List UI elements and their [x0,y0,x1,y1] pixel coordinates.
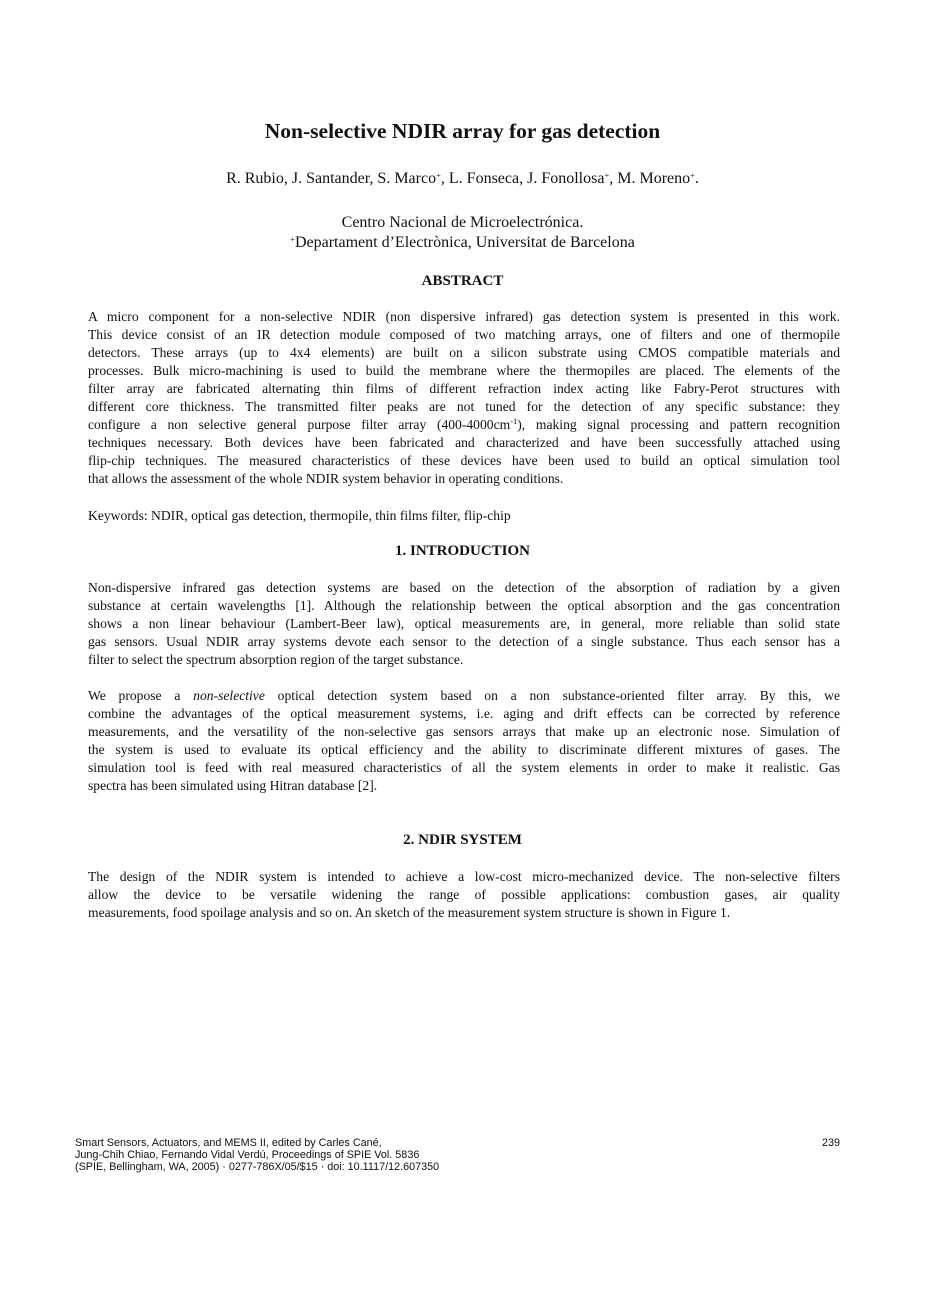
authors-part-4: . [694,170,699,187]
text-line: processes. Bulk micro-machining is used to build the membrane where the thermopiles are placed. The elements of the [88,363,840,378]
text-line: measurements, and the versatility of the non-selective gas sensors arrays that make up an electronic nose. Simulation of [88,724,840,739]
text-line: flip-chip techniques. The measured characteristics of these devices have been used to build an optical simulation tool [88,453,840,468]
paper-title: Non-selective NDIR array for gas detection [264,119,661,143]
text-line: spectra has been simulated using Hitran database [2]. [88,778,378,793]
section-heading-ndir-system: 2. NDIR SYSTEM [403,832,522,848]
authors-part-1: R. Rubio, J. Santander, S. Marco [226,170,437,187]
text-line: configure a non selective general purpose filter array $(400-4000cm^{-1})$, making signal processing and pattern recognition [88,416,840,432]
text-line: different core thickness. The transmitted filter peaks are not tuned for the detection of any specific substance: they [88,399,840,414]
affiliation-2: +Departament d’Electrònica, Universitat de Barcelona [290,234,635,251]
text-line: combine the advantages of the optical measurement systems, i.e. aging and drift effects can be corrected by reference [88,706,840,721]
text-line: shows a non linear behaviour (Lambert-Beer law), optical measurements are, in general, more reliable than solid state [88,616,840,631]
author-list [0,170,925,188]
section-heading-introduction: 1. INTRODUCTION [394,543,530,559]
abstract-heading: ABSTRACT [421,273,504,289]
affiliations [0,213,925,253]
page-number: 239 [822,1137,841,1149]
footer-line: Smart Sensors, Actuators, and MEMS II, edited by Carles Cané, [75,1137,382,1149]
publication-footer [75,1137,775,1173]
text-line: measurements, food spoilage analysis and so on. An sketch of the measurement system structure is shown in Figure 1. [88,905,731,920]
affiliation-1: Centro Nacional de Microelectrónica. [341,214,584,231]
keywords: Keywords: NDIR, optical gas detection, thermopile, thin films filter, flip-chip [88,508,511,523]
affil-mark: + [690,170,695,180]
superscript: -1 [510,416,518,426]
text-line: substance at certain wavelengths [1]. Although the relationship between the optical absorption and the gas concentration [88,598,840,613]
text-line: detectors. These arrays (up to 4x4 elements) are built on a silicon substrate using CMOS compatible materials and [88,345,840,360]
footer-line: Jung-Chih Chiao, Fernando Vidal Verdú, Proceedings of SPIE Vol. 5836 [75,1149,420,1161]
text-line: The design of the NDIR system is intended to achieve a low-cost micro-mechanized device. The non-selective filters [88,869,840,884]
text-line: techniques necessary. Both devices have been fabricated and characterized and have been successfully attached using [88,435,840,450]
text-line: This device consist of an IR detection module composed of two matching arrays, one of filters and one of thermopile [88,327,840,342]
footer-line: (SPIE, Bellingham, WA, 2005) · 0277-786X/05/$15 · doi: 10.1117/12.607350 [75,1161,440,1173]
intro-paragraph-1 [88,579,840,669]
text-line: filter array are fabricated alternating thin films of different refraction index acting like Fabry-Perot structures with [88,381,840,396]
text-line: filter to select the spectrum absorption region of the target substance. [88,652,464,667]
affil-mark: + [290,234,295,244]
ndir-paragraph-1 [88,868,840,922]
authors-part-2: , L. Fonseca, J. Fonollosa [440,170,605,187]
authors-part-3: , M. Moreno [609,170,691,187]
text-line: allow the device to be versatile widening the range of possible applications: combustion gases, air quality [88,887,840,902]
intro-paragraph-2 [88,687,840,795]
text-line: gas sensors. Usual NDIR array systems devote each sensor to the detection of a single substance. Thus each sensor has a [88,634,840,649]
text-line: simulation tool is feed with real measured characteristics of all the system elements in order to make it realistic. Gas [88,760,840,775]
text-line: Non-dispersive infrared gas detection systems are based on the detection of the absorption of radiation by a given [88,580,840,595]
emphasis: non-selective [193,688,265,703]
affil-mark: + [436,170,441,180]
text-line: the system is used to evaluate its optical efficiency and the ability to discriminate different mixtures of gases. The [88,742,840,757]
text-line: that allows the assessment of the whole NDIR system behavior in operating conditions. [88,471,564,486]
text-line: A micro component for a non-selective NDIR (non dispersive infrared) gas detection system is presented in this work. [88,309,840,324]
affil-mark: + [604,170,610,180]
text-line: We propose a non-selective optical detection system based on a non substance-oriented filter array. By this, we [88,688,840,703]
abstract-body [88,308,840,488]
